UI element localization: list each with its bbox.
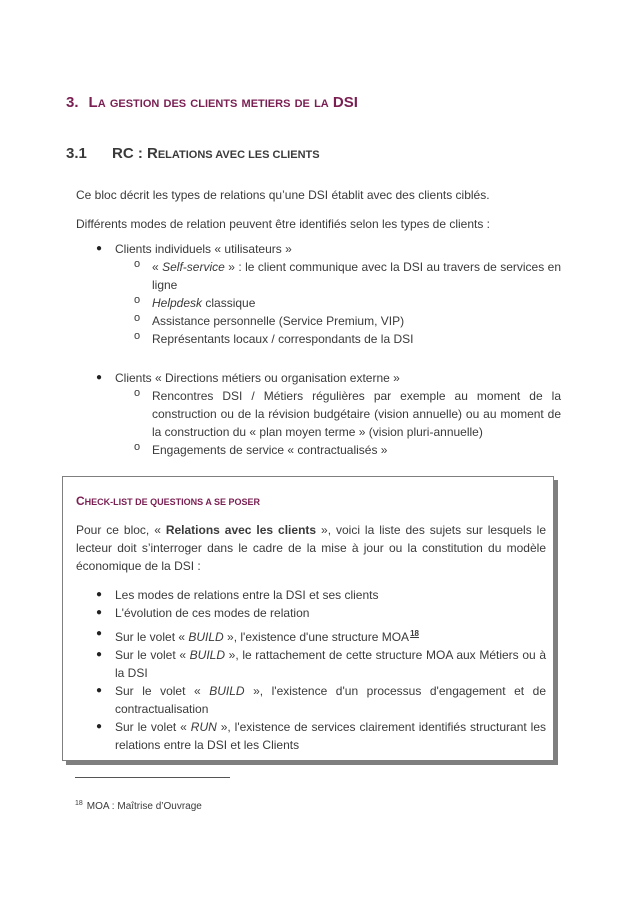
checklist-item: Sur le volet « BUILD », l'existence d'une structure MOA$^{18}$ (115, 629, 419, 644)
circle-bullet-icon: o (134, 294, 141, 306)
intro-paragraph: Ce bloc décrit les types de relations qu’une DSI établit avec des clients ciblés. (76, 188, 490, 202)
bullet-icon: ● (96, 628, 103, 639)
list-item: Assistance personnelle (Service Premium, VIP) (152, 314, 405, 328)
list-item: « Self-service » : le client communique avec la DSI au travers de services en ligne (152, 260, 561, 292)
checklist-title: CHECK-LIST DE QUESTIONS A SE POSER (76, 494, 261, 508)
list-item: Helpdesk classique (152, 296, 256, 310)
circle-bullet-icon: o (134, 312, 141, 324)
list-item: Rencontres DSI / Métiers régulières par exemple au moment de la construction ou de la révision budgétaire (vision annuelle) ou au moment de la construction du « plan moyen terme » (vision pluri-annuelle) (152, 389, 561, 439)
subsection-number: 3.1 (66, 145, 87, 162)
bullet-icon: ● (96, 243, 103, 254)
bullet-icon: ● (96, 589, 103, 600)
bullet-icon: ● (96, 685, 103, 696)
group-label: Clients individuels « utilisateurs » (115, 242, 292, 256)
bullet-icon: ● (96, 721, 103, 732)
footnote-text: MOA : Maîtrise d’Ouvrage (86, 801, 202, 812)
circle-bullet-icon: o (134, 441, 141, 453)
checklist-item: Les modes de relations entre la DSI et ses clients (115, 588, 379, 602)
subsection-title-start: RC : R (112, 145, 158, 162)
checklist-item: Sur le volet « BUILD », l'existence d'un processus d'engagement et de contractualisation (115, 684, 546, 716)
circle-bullet-icon: o (134, 258, 141, 270)
section-title: LA GESTION DES CLIENTS METIERS DE LA DSI (88, 94, 358, 111)
subsection-heading (66, 145, 320, 162)
checklist-item: L'évolution de ces modes de relation (115, 606, 310, 620)
section-heading (66, 94, 358, 111)
group-label: Clients « Directions métiers ou organisation externe » (115, 371, 400, 385)
checklist-item: Sur le volet « BUILD », le rattachement de cette structure MOA aux Métiers ou à la DSI (115, 648, 547, 680)
list-item: Engagements de service « contractualisés » (152, 443, 388, 457)
circle-bullet-icon: o (134, 330, 141, 342)
bullet-icon: ● (96, 372, 103, 383)
checklist-item: Sur le volet « RUN », l'existence de services clairement identifiés structurant les relations entre la DSI et les Clients (115, 720, 547, 752)
circle-bullet-icon: o (134, 387, 141, 399)
section-number: 3. (66, 94, 79, 111)
footnote-reference[interactable]: 18 (410, 629, 419, 638)
footnote-separator (75, 777, 230, 778)
footnote-number: 18 (75, 800, 83, 807)
modes-intro: Différents modes de relation peuvent être identifiés selon les types de clients : (76, 217, 491, 231)
footnote (75, 800, 202, 812)
subsection-title-rest: ELATIONS AVEC LES CLIENTS (157, 149, 320, 161)
list-item: Représentants locaux / correspondants de la DSI (152, 332, 414, 346)
checklist-intro: Pour ce bloc, « Relations avec les clients », voici la liste des sujets sur lesquels le lecteur doit s’interroger dans le cadre de la mise à jour ou la constitution du modèle économique de la DSI : (76, 523, 547, 573)
bullet-icon: ● (96, 607, 103, 618)
bullet-icon: ● (96, 649, 103, 660)
